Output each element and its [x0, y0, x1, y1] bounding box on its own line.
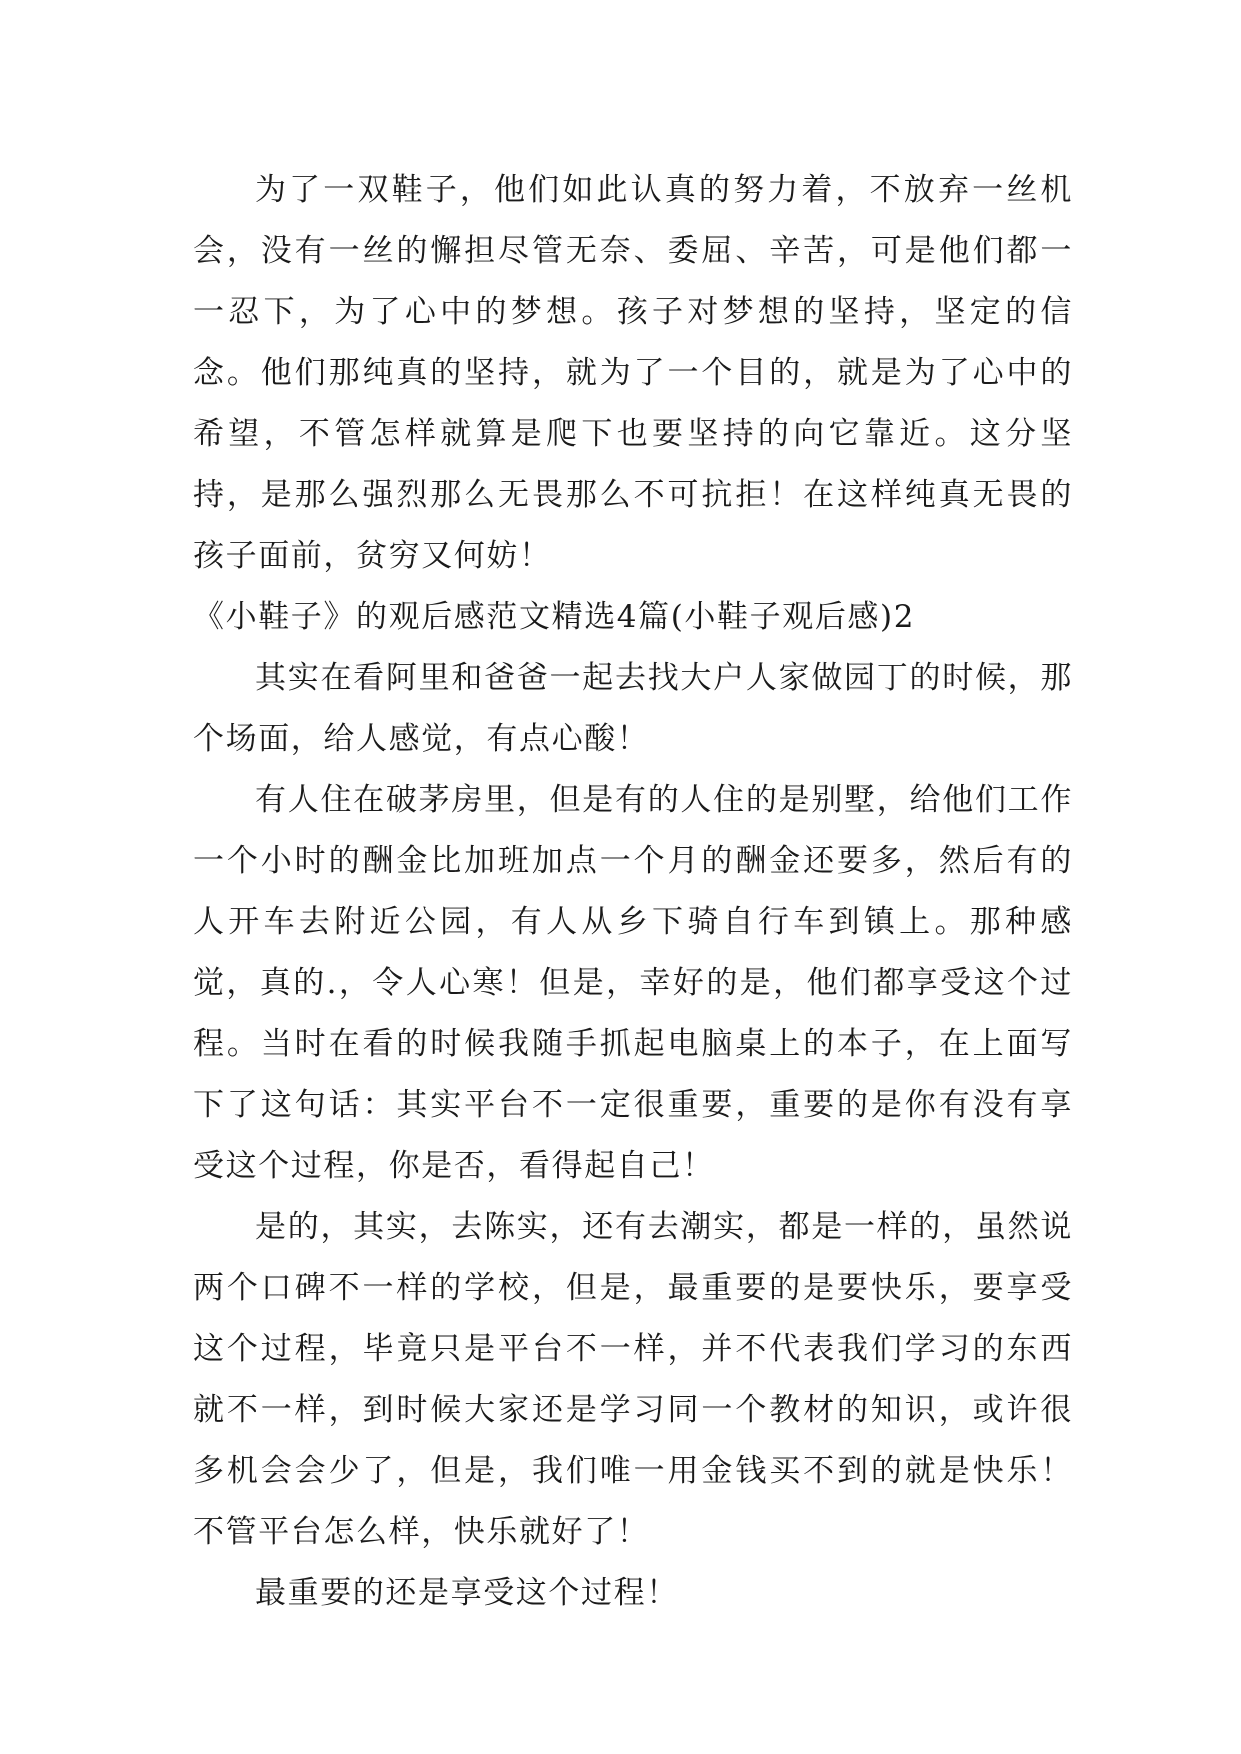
- paragraph-2: 其实在看阿里和爸爸一起去找大户人家做园丁的时候，那个场面，给人感觉，有点心酸！: [193, 660, 1073, 757]
- paragraph-5: 最重要的还是享受这个过程！: [255, 1575, 679, 1611]
- paragraph-3: 有人住在破茅房里，但是有的人住的是别墅，给他们工作一个小时的酬金比加班加点一个月的酬金还要多，然后有的人开车去附近公园，有人从乡下骑自行车到镇上。那种感觉，真的.，令人心寒！但是，幸好的是，他们都享受这个过程。当时在看的时候我随手抓起电脑桌上的本子，在上面写下了这句话：其实平台不一定很重要，重要的是你有没有享受这个过程，你是否，看得起自己！: [193, 782, 1073, 1184]
- section-heading: 《小鞋子》的观后感范文精选4篇(小鞋子观后感)2: [193, 599, 916, 635]
- document-body: [193, 160, 1073, 1624]
- paragraph-4: 是的，其实，去陈实，还有去潮实，都是一样的，虽然说两个口碑不一样的学校，但是，最重要的是要快乐，要享受这个过程，毕竟只是平台不一样，并不代表我们学习的东西就不一样，到时候大家还是学习同一个教材的知识，或许很多机会会少了，但是，我们唯一用金钱买不到的就是快乐！不管平台怎么样，快乐就好了！: [193, 1209, 1073, 1550]
- paragraph-1: 为了一双鞋子，他们如此认真的努力着，不放弃一丝机会，没有一丝的懈担尽管无奈、委屈、辛苦，可是他们都一一忍下，为了心中的梦想。孩子对梦想的坚持，坚定的信念。他们那纯真的坚持，就为了一个目的，就是为了心中的希望，不管怎样就算是爬下也要坚持的向它靠近。这分坚持，是那么强烈那么无畏那么不可抗拒！在这样纯真无畏的孩子面前，贫穷又何妨！: [193, 172, 1073, 574]
